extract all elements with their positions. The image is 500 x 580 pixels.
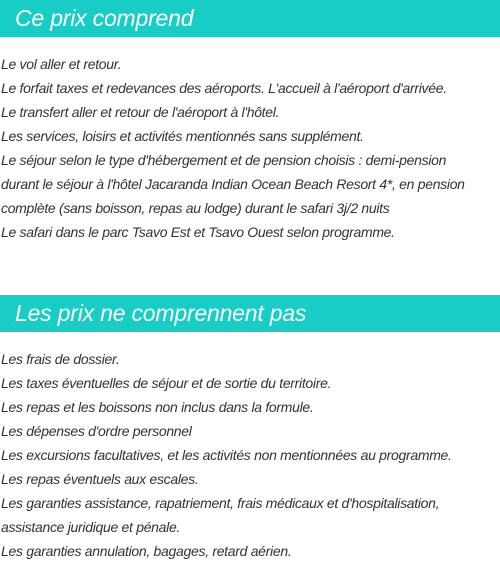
excluded-line: Les garanties assistance, rapatriement, frais médicaux et d'hospitalisation, — [1, 495, 440, 511]
included-line: Le vol aller et retour. — [1, 56, 122, 72]
included-line: Le transfert aller et retour de l'aéroport à l'hôtel. — [1, 104, 280, 120]
excluded-section — [0, 295, 500, 563]
included-line: Le forfait taxes et redevances des aéroports. L'accueil à l'aéroport d'arrivée. — [1, 80, 447, 96]
excluded-line: Les garanties annulation, bagages, retard aérien. — [1, 543, 292, 559]
excluded-line: assistance juridique et pénale. — [1, 519, 181, 535]
included-line: Le séjour selon le type d'hébergement et de pension choisis : demi-pension — [1, 152, 447, 168]
excluded-line: Les taxes éventuelles de séjour et de sortie du territoire. — [1, 375, 332, 391]
included-list — [0, 52, 500, 244]
excluded-line: Les frais de dossier. — [1, 351, 120, 367]
excluded-line: Les excursions facultatives, et les activités non mentionnées au programme. — [1, 447, 452, 463]
included-section — [0, 0, 500, 244]
excluded-list — [0, 347, 500, 563]
excluded-title: Les prix ne comprennent pas — [0, 295, 500, 332]
included-line: complète (sans boisson, repas au lodge) durant le safari 3j/2 nuits — [1, 200, 390, 216]
excluded-line: Les dépenses d'ordre personnel — [1, 423, 192, 439]
excluded-line: Les repas éventuels aux escales. — [1, 471, 199, 487]
excluded-line: Les repas et les boissons non inclus dans la formule. — [1, 399, 314, 415]
included-line: Le safari dans le parc Tsavo Est et Tsavo Ouest selon programme. — [1, 224, 395, 240]
included-title: Ce prix comprend — [0, 0, 500, 37]
included-line: Les services, loisirs et activités mentionnés sans supplément. — [1, 128, 364, 144]
included-line: durant le séjour à l'hôtel Jacaranda Indian Ocean Beach Resort 4*, en pension — [1, 176, 465, 192]
